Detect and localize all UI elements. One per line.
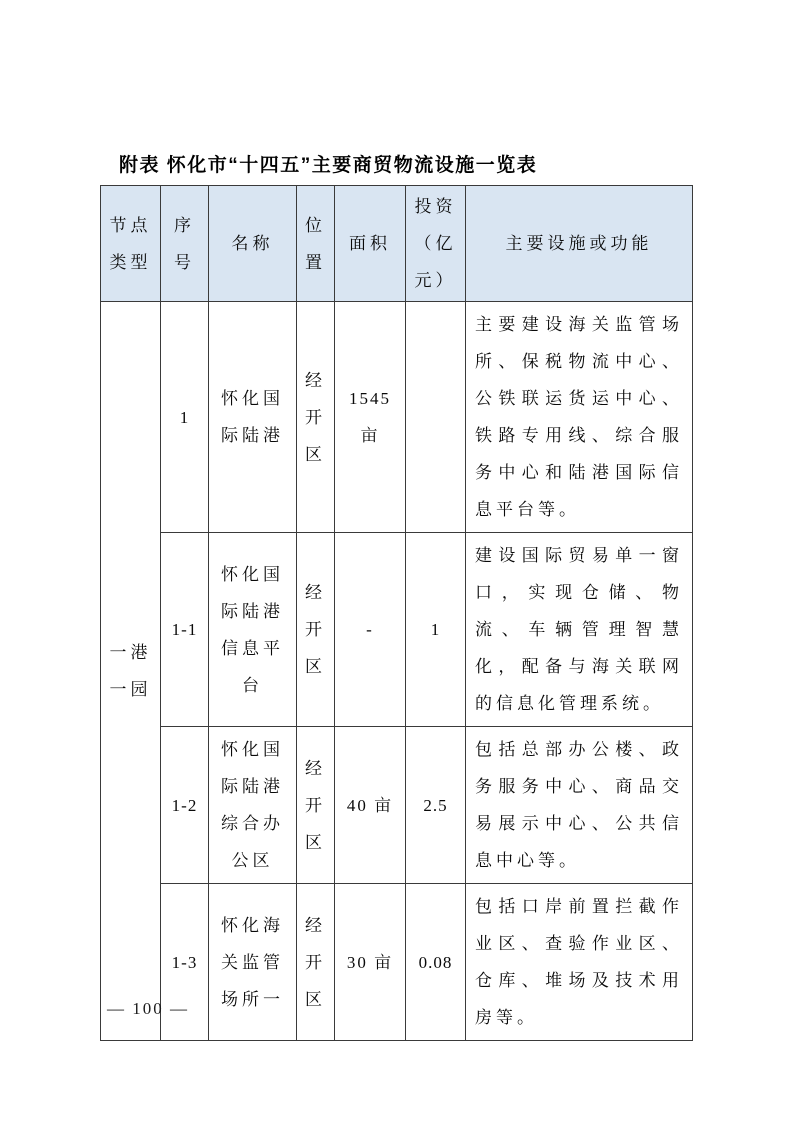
- location-cell: 经开区: [297, 727, 335, 884]
- functions-cell: 建设国际贸易单一窗口，实现仓储、物流、车辆管理智慧化，配备与海关联网的信息化管理系统。: [466, 533, 693, 727]
- investment-cell: 1: [406, 533, 466, 727]
- area-cell: -: [335, 533, 406, 727]
- serial-cell: 1: [161, 302, 209, 533]
- col-header-serial: 序号: [161, 186, 209, 302]
- table-header-row: [101, 186, 693, 302]
- investment-cell: [406, 302, 466, 533]
- node-type-cell: 一港一园: [101, 302, 161, 1041]
- col-header-investment: 投资（亿元）: [406, 186, 466, 302]
- table-title: 附表 怀化市“十四五”主要商贸物流设施一览表: [119, 155, 538, 176]
- location-cell: 经开区: [297, 533, 335, 727]
- area-cell: 30 亩: [335, 884, 406, 1041]
- functions-cell: 主要建设海关监管场所、保税物流中心、公铁联运货运中心、铁路专用线、综合服务中心和陆港国际信息平台等。: [466, 302, 693, 533]
- serial-cell: 1-1: [161, 533, 209, 727]
- serial-cell: 1-2: [161, 727, 209, 884]
- table-row: [101, 533, 693, 727]
- functions-cell: 包括口岸前置拦截作业区、查验作业区、仓库、堆场及技术用房等。: [466, 884, 693, 1041]
- col-header-node-type: 节点类型: [101, 186, 161, 302]
- table-row: [101, 727, 693, 884]
- investment-cell: 0.08: [406, 884, 466, 1041]
- location-cell: 经开区: [297, 884, 335, 1041]
- col-header-location: 位置: [297, 186, 335, 302]
- name-cell: 怀化国际陆港: [209, 302, 297, 533]
- col-header-functions: 主要设施或功能: [466, 186, 693, 302]
- serial-cell: 1-3: [161, 884, 209, 1041]
- area-cell: 1545亩: [335, 302, 406, 533]
- area-cell: 40 亩: [335, 727, 406, 884]
- name-cell: 怀化国际陆港信息平台: [209, 533, 297, 727]
- logistics-facilities-table: [100, 185, 693, 1041]
- page-number: — 100 —: [107, 999, 189, 1018]
- table-row: [101, 302, 693, 533]
- name-cell: 怀化海关监管场所一: [209, 884, 297, 1041]
- functions-cell: 包括总部办公楼、政务服务中心、商品交易展示中心、公共信息中心等。: [466, 727, 693, 884]
- investment-cell: 2.5: [406, 727, 466, 884]
- name-cell: 怀化国际陆港综合办公区: [209, 727, 297, 884]
- col-header-area: 面积: [335, 186, 406, 302]
- table-row: [101, 884, 693, 1041]
- location-cell: 经开区: [297, 302, 335, 533]
- col-header-name: 名称: [209, 186, 297, 302]
